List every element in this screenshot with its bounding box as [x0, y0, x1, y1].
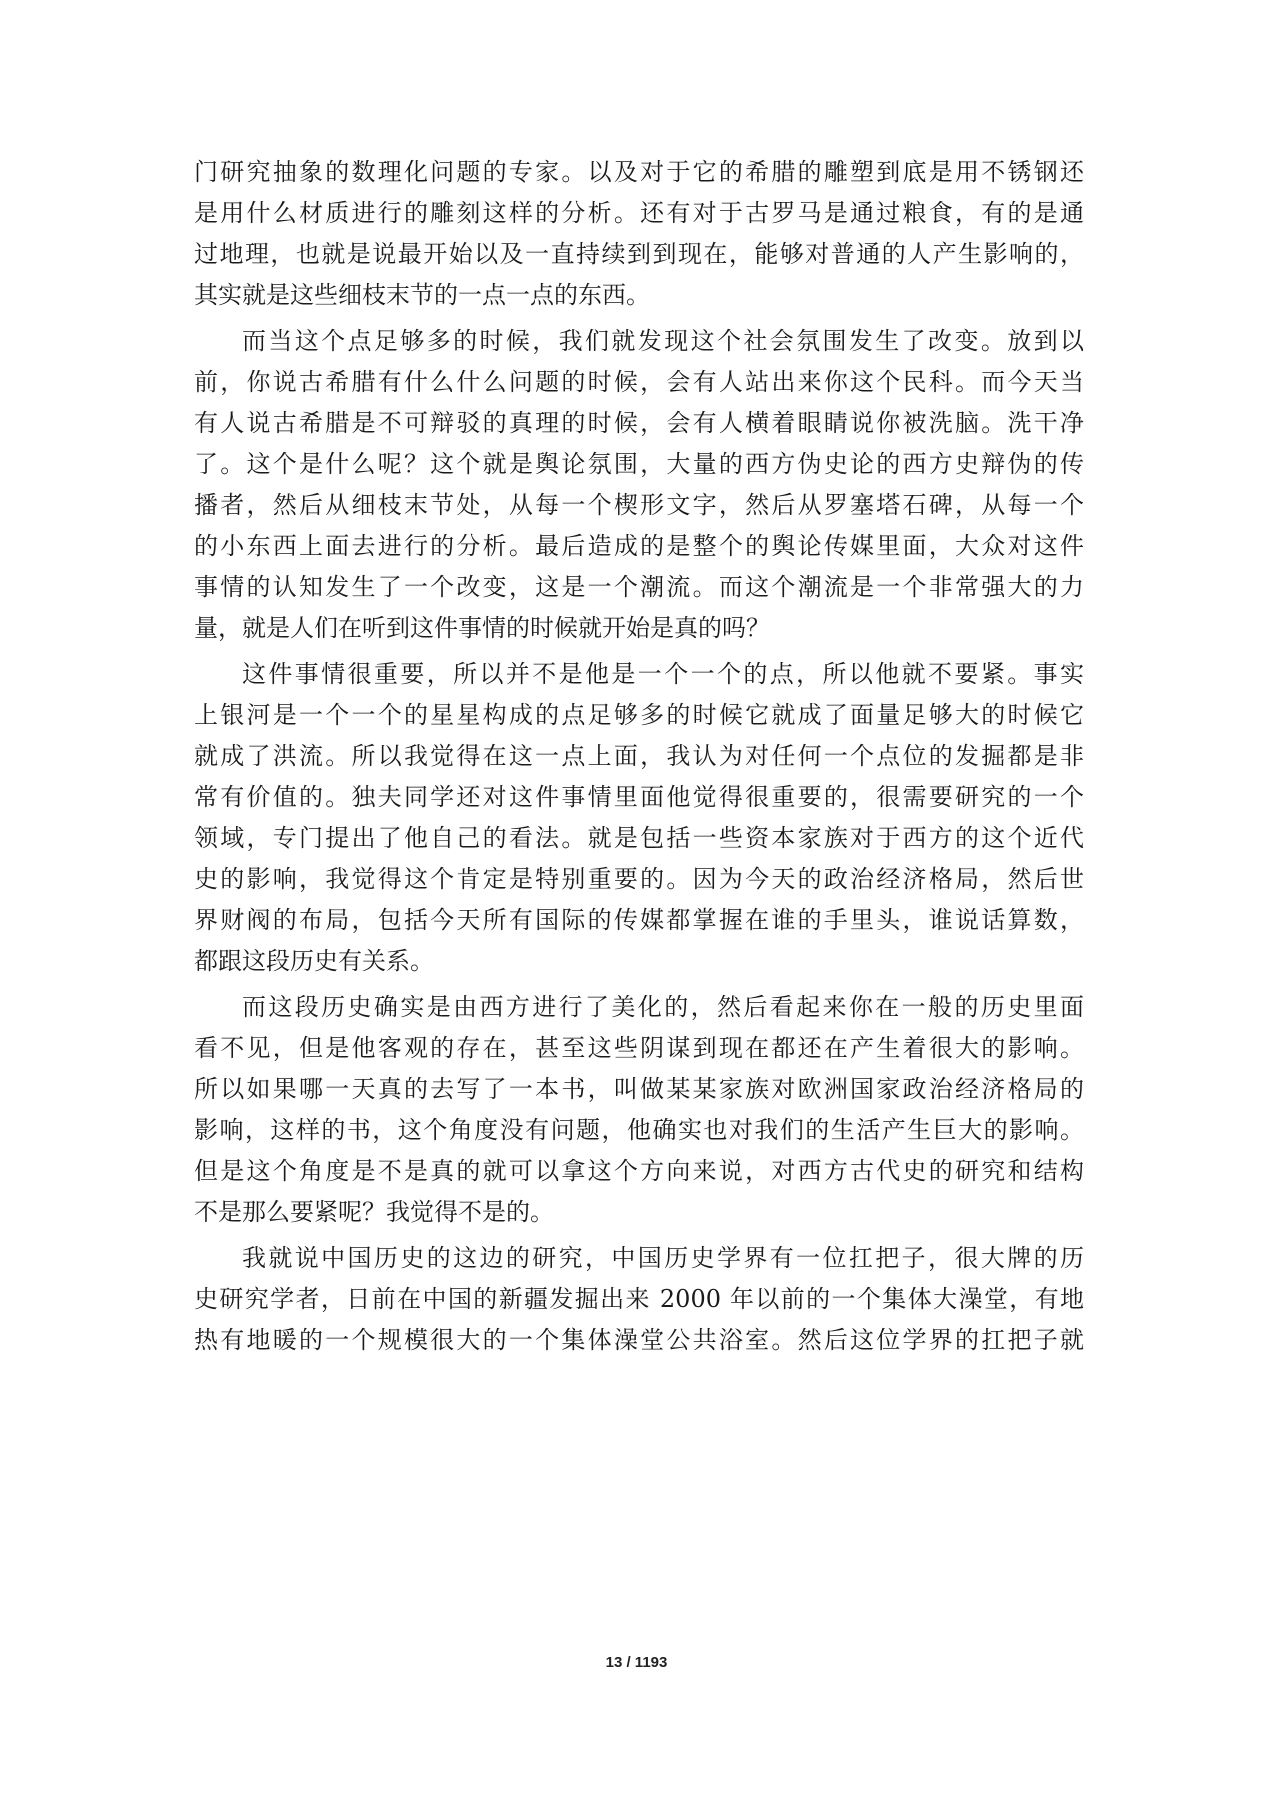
page-number: 13 / 1193 [605, 1654, 668, 1671]
text-line: 前，你说古希腊有什么什么问题的时候，会有人站出来你这个民科。而今天当 [194, 368, 1084, 396]
text-line: 史的影响，我觉得这个肯定是特别重要的。因为今天的政治经济格局，然后世 [194, 865, 1084, 893]
text-line: 而当这个点足够多的时候，我们就发现这个社会氛围发生了改变。放到以 [242, 327, 1084, 355]
text-line: 影响，这样的书，这个角度没有问题，他确实也对我们的生活产生巨大的影响。 [194, 1116, 1084, 1144]
paragraph [194, 987, 1084, 1233]
text-line: 史研究学者，日前在中国的新疆发掘出来 2000 年以前的一个集体大澡堂，有地 [194, 1285, 1084, 1313]
text-line: 但是这个角度是不是真的就可以拿这个方向来说，对西方古代史的研究和结构 [194, 1157, 1084, 1185]
text-line: 事情的认知发生了一个改变，这是一个潮流。而这个潮流是一个非常强大的力 [194, 573, 1084, 601]
text-line: 都跟这段历史有关系。 [194, 947, 434, 975]
text-line: 了。这个是什么呢？这个就是舆论氛围，大量的西方伪史论的西方史辩伪的传 [194, 450, 1084, 478]
text-line: 量，就是人们在听到这件事情的时候就开始是真的吗？ [194, 614, 770, 642]
text-line: 常有价值的。独夫同学还对这件事情里面他觉得很重要的，很需要研究的一个 [194, 783, 1084, 811]
text-line: 门研究抽象的数理化问题的专家。以及对于它的希腊的雕塑到底是用不锈钢还 [194, 158, 1084, 186]
paragraph [194, 1238, 1084, 1361]
text-line: 领域，专门提出了他自己的看法。就是包括一些资本家族对于西方的这个近代 [194, 824, 1084, 852]
paragraph [194, 152, 1084, 316]
text-line: 其实就是这些细枝末节的一点一点的东西。 [194, 281, 650, 309]
text-line: 看不见，但是他客观的存在，甚至这些阴谋到现在都还在产生着很大的影响。 [194, 1034, 1084, 1062]
text-line: 有人说古希腊是不可辩驳的真理的时候，会有人横着眼睛说你被洗脑。洗干净 [194, 409, 1084, 437]
text-line: 就成了洪流。所以我觉得在这一点上面，我认为对任何一个点位的发掘都是非 [194, 742, 1084, 770]
text-line: 上银河是一个一个的星星构成的点足够多的时候它就成了面量足够大的时候它 [194, 701, 1084, 729]
text-line: 这件事情很重要，所以并不是他是一个一个的点，所以他就不要紧。事实 [242, 660, 1084, 688]
text-line: 而这段历史确实是由西方进行了美化的，然后看起来你在一般的历史里面 [242, 993, 1084, 1021]
text-line: 的小东西上面去进行的分析。最后造成的是整个的舆论传媒里面，大众对这件 [194, 532, 1084, 560]
paragraph [194, 654, 1084, 982]
text-line: 所以如果哪一天真的去写了一本书，叫做某某家族对欧洲国家政治经济格局的 [194, 1075, 1084, 1103]
text-line: 界财阀的布局，包括今天所有国际的传媒都掌握在谁的手里头，谁说话算数， [194, 906, 1084, 934]
paragraph [194, 321, 1084, 649]
text-line: 热有地暖的一个规模很大的一个集体澡堂公共浴室。然后这位学界的扛把子就 [194, 1326, 1084, 1354]
text-line: 过地理，也就是说最开始以及一直持续到到现在，能够对普通的人产生影响的， [194, 240, 1084, 268]
text-line: 不是那么要紧呢？我觉得不是的。 [194, 1198, 554, 1226]
text-line: 播者，然后从细枝末节处，从每一个楔形文字，然后从罗塞塔石碑，从每一个 [194, 491, 1084, 519]
body-text [194, 152, 1084, 1361]
text-line: 是用什么材质进行的雕刻这样的分析。还有对于古罗马是通过粮食，有的是通 [194, 199, 1084, 227]
text-line: 我就说中国历史的这边的研究，中国历史学界有一位扛把子，很大牌的历 [242, 1244, 1084, 1272]
